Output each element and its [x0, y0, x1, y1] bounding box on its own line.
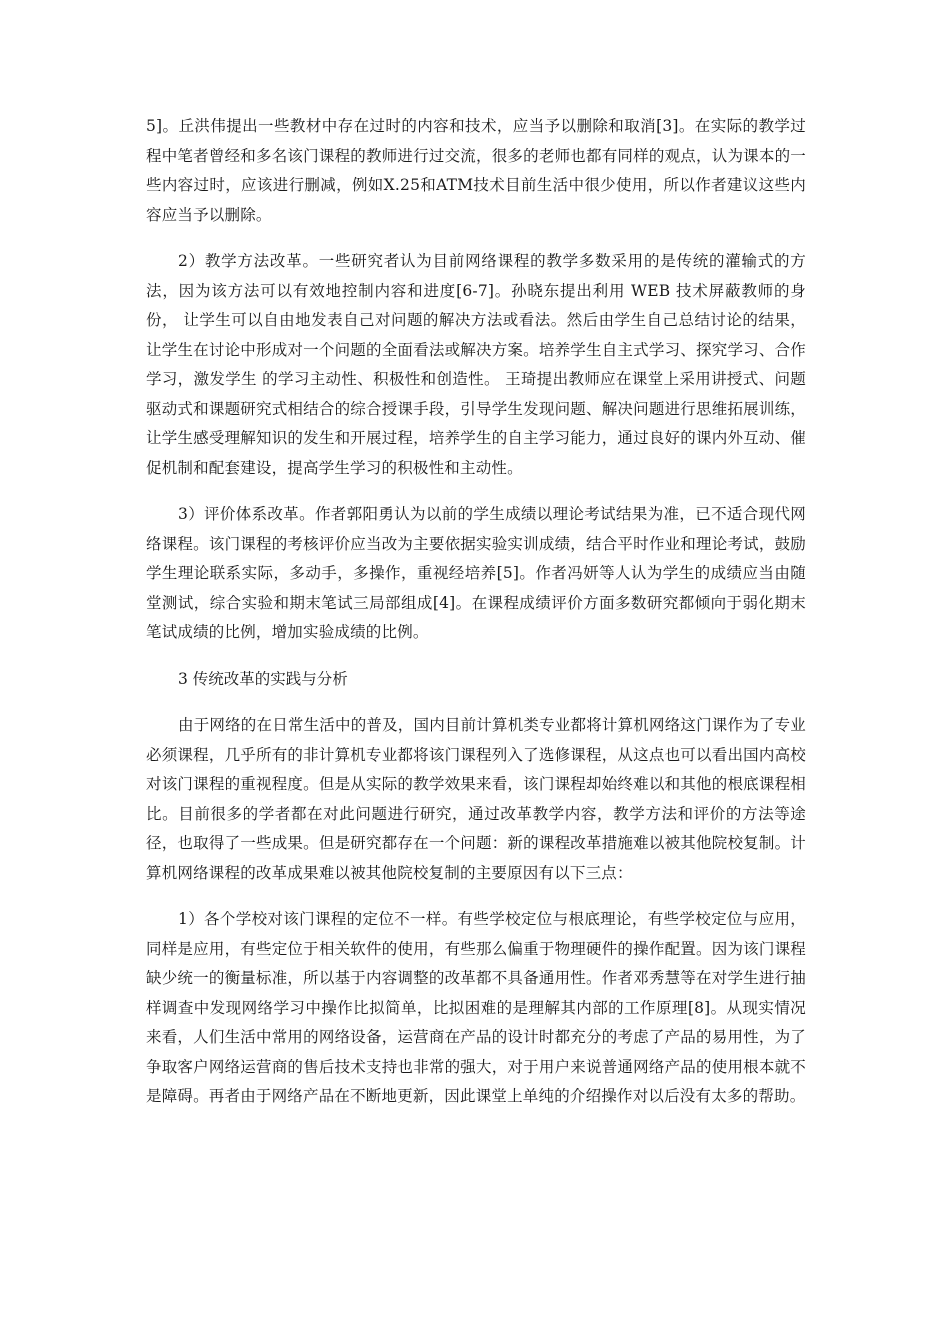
paragraph-course-positioning: 1）各个学校对该门课程的定位不一样。有些学校定位与根底理论，有些学校定位与应用，同样是应用，有些定位于相关软件的使用，有些那么偏重于物理硬件的操作配置。因为该门课程缺少统一的衡量标准，所以基于内容调整的改革都不具备通用性。作者邓秀慧等在对学生进行抽样调查中发现网络学习中操作比拟简单，比拟困难的是理解其内部的工作原理[8]。从现实情况来看，人们生活中常用的网络设备，运营商在产品的设计时都充分的考虑了产品的易用性，为了争取客户网络运营商的售后技术支持也非常的强大，对于用户来说普通网络产品的使用根本就不是障碍。再者由于网络产品在不断地更新，因此课堂上单纯的介绍操作对以后没有太多的帮助。 [146, 910, 806, 1105]
paragraph-content-removal: 5]。丘洪伟提出一些教材中存在过时的内容和技术，应当予以删除和取消[3]。在实际的教学过程中笔者曾经和多名该门课程的教师进行过交流，很多的老师也都有同样的观点，认为课本的一些内容过时，应该进行删减，例如X.25和ATM技术目前生活中很少使用，所以作者建议这些内容应当予以删除。 [146, 117, 806, 224]
paragraph-gap [146, 694, 806, 711]
paragraph-teaching-method-reform: 2）教学方法改革。一些研究者认为目前网络课程的教学多数采用的是传统的灌输式的方法，因为该方法可以有效地控制内容和进度[6-7]。孙晓东提出利用 WEB 技术屏蔽教师的身份， 让学生可以自由地发表自己对问题的解决方法或看法。然后由学生自己总结讨论的结果，让学生在讨论中形成对一个问题的全面看法或解决方案。培养学生自主式学习、探究学习、合作学习，激发学生 的学习主动性、积极性和创造性。 王琦提出教师应在课堂上采用讲授式、问题驱动式和课题研究式相结合的综合授课手段，引导学生发现问题、解决问题进行思维拓展训练，让学生感受理解知识的发生和开展过程，培养学生的自主学习能力，通过良好的课内外互动、催促机制和配套建设，提高学生学习的积极性和主动性。 [146, 252, 806, 477]
paragraph-practice-analysis: 由于网络的在日常生活中的普及，国内目前计算机类专业都将计算机网络这门课作为了专业必须课程，几乎所有的非计算机专业都将该门课程列入了选修课程，从这点也可以看出国内高校对该门课程的重视程度。但是从实际的教学效果来看，该门课程却始终难以和其他的根底课程相比。目前很多的学者都在对此问题进行研究，通过改革教学内容，教学方法和评价的方法等途径，也取得了一些成果。但是研究都存在一个问题：新的课程改革措施难以被其他院校复制。计算机网络课程的改革成果难以被其他院校复制的主要原因有以下三点： [146, 716, 807, 882]
paragraph-gap [146, 483, 806, 500]
paragraph-evaluation-reform: 3）评价体系改革。作者郭阳勇认为以前的学生成绩以理论考试结果为准，已不适合现代网络课程。该门课程的考核评价应当改为主要依据实验实训成绩，结合平时作业和理论考试，鼓励学生理论联系实际，多动手，多操作，重视经培养[5]。作者冯妍等人认为学生的成绩应当由随堂测试，综合实验和期末笔试三局部组成[4]。在课程成绩评价方面多数研究都倾向于弱化期末笔试成绩的比例，增加实验成绩的比例。 [146, 505, 806, 641]
paragraph-gap [146, 888, 806, 905]
paragraph-gap [146, 230, 806, 247]
paragraph-gap [146, 648, 806, 665]
section-heading-3: 3 传统改革的实践与分析 [178, 669, 348, 688]
document-page [146, 112, 806, 1112]
